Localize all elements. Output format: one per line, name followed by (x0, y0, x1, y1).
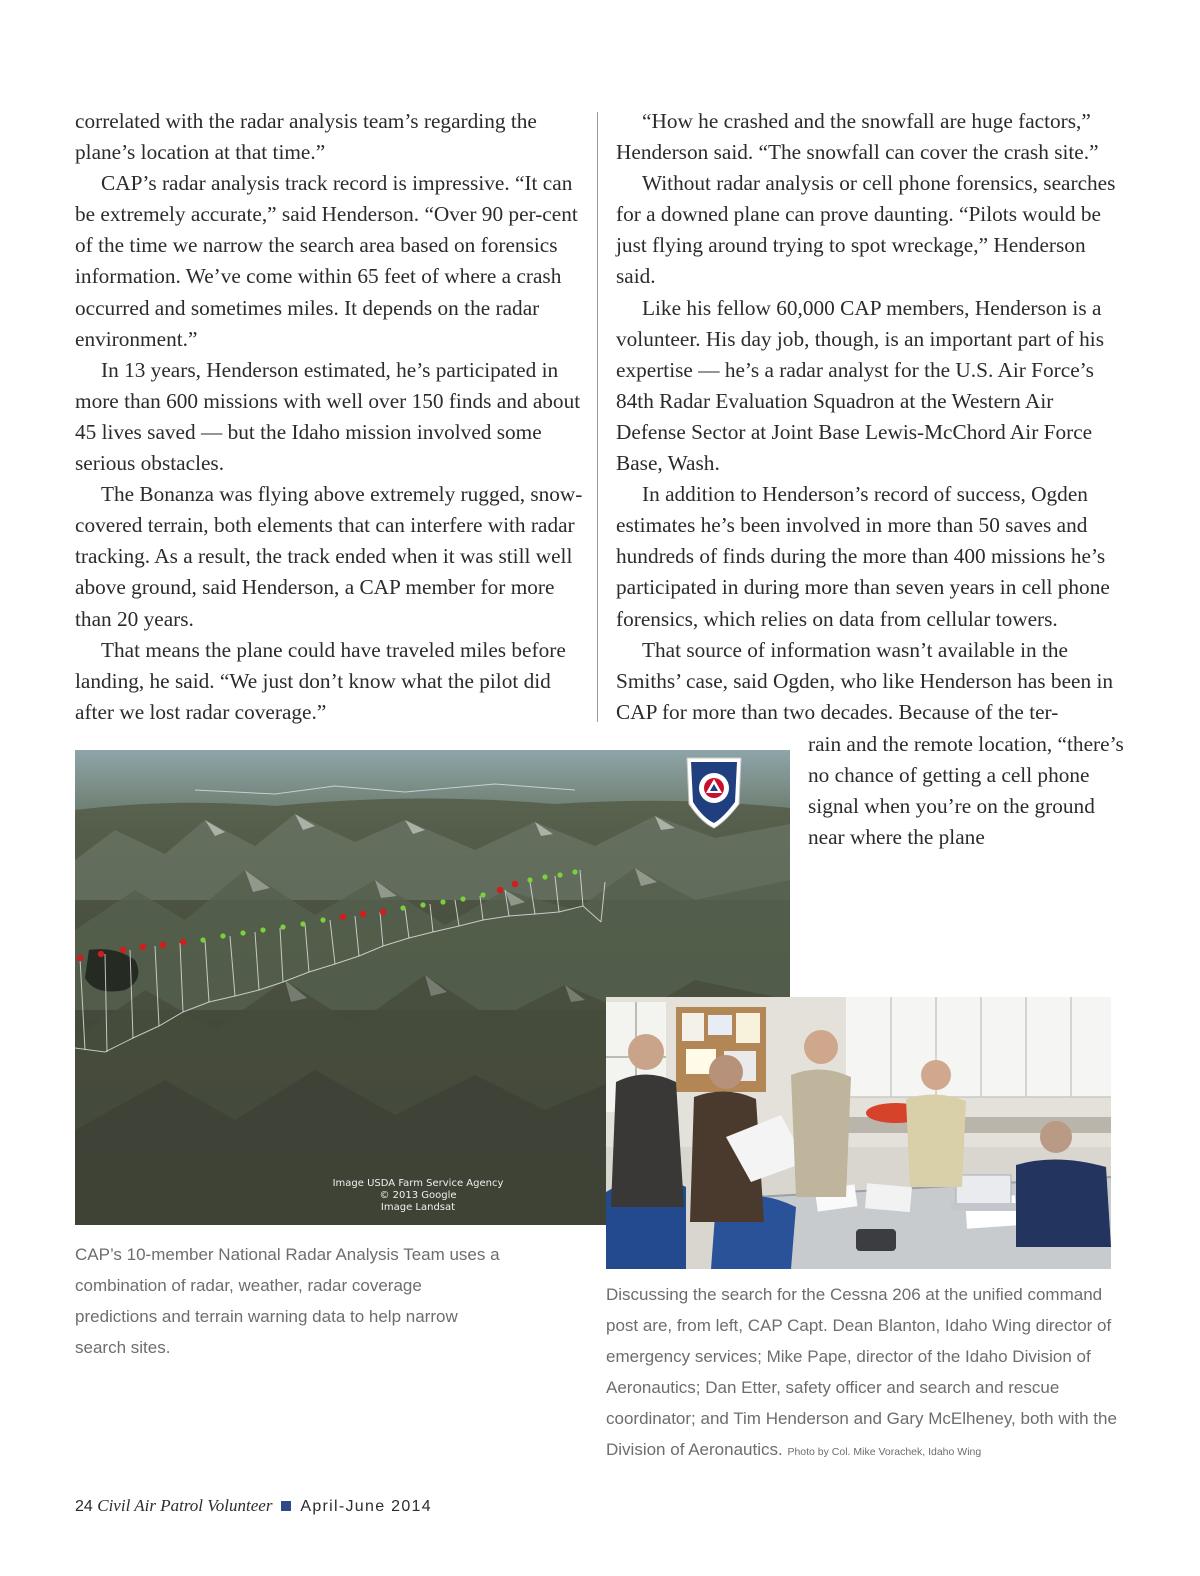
square-bullet-icon (281, 1501, 291, 1511)
article-right-column (616, 106, 1122, 728)
issue-date: April-June 2014 (300, 1498, 432, 1515)
paragraph: In 13 years, Henderson estimated, he’s participated in more than 600 missions with well over 150 finds and about 45 lives saved — but the Idaho mission involved some serious obstacles. (75, 357, 581, 476)
photo-credit: Photo by Col. Mike Vorachek, Idaho Wing (787, 1446, 982, 1458)
image-credit-line: Image USDA Farm Service Agency (332, 1178, 504, 1189)
paragraph: Like his fellow 60,000 CAP members, Henderson is a volunteer. His day job, though, is an important part of his expertise — he’s a radar analyst for the U.S. Air Force’s 84th Radar Evaluation Squadron at the Western Air Defense Sector at Joint Base Lewis-McChord Air Force Base, Wash. (616, 295, 1104, 476)
page-number: 24 (75, 1498, 93, 1515)
column-divider (597, 112, 598, 722)
article-wrap-column (808, 729, 1128, 853)
paragraph: “How he crashed and the snowfall are huge factors,” Henderson said. “The snowfall can cover the crash site.” (616, 109, 1099, 165)
paragraph: That source of information wasn’t available in the Smiths’ case, said Ogden, who like Henderson has been in CAP for more than two decades. Because of the ter- (616, 637, 1114, 724)
command-post-photo (606, 997, 1111, 1269)
terrain-image-caption: CAP’s 10-member National Radar Analysis Team uses a combination of radar, weather, radar coverage predictions and terrain warning data to help narrow search sites. (75, 1245, 500, 1357)
publication-name: Civil Air Patrol Volunteer (97, 1496, 273, 1515)
paragraph: rain and the remote location, “there’s no chance of getting a cell phone signal when you’re on the ground near where the plane (808, 732, 1124, 850)
paragraph: Without radar analysis or cell phone forensics, searches for a downed plane can prove daunting. “Pilots would be just flying around trying to spot wreckage,” Henderson said. (616, 171, 1116, 289)
page-footer (75, 1496, 432, 1516)
photo-caption (606, 1279, 1126, 1468)
paragraph: The Bonanza was flying above extremely rugged, snow-covered terrain, both elements that can interfere with radar tracking. As a result, the track ended when it was still well above ground, said Henderson, a CAP member for more than 20 years. (75, 482, 583, 631)
image-credit-line: Image Landsat (380, 1202, 456, 1213)
paragraph: CAP’s radar analysis track record is impressive. “It can be extremely accurate,” said Henderson. “Over 90 per-cent of the time we narrow the search area based on forensics information. We’ve come within 65 feet of where a crash occurred and sometimes miles. It depends on the radar environment.” (75, 171, 578, 351)
paragraph: correlated with the radar analysis team’s regarding the plane’s location at that time.” (75, 109, 537, 165)
paragraph: That means the plane could have traveled miles before landing, he said. “We just don’t know what the pilot did after we lost radar coverage.” (75, 637, 566, 724)
paragraph: In addition to Henderson’s record of success, Ogden estimates he’s been involved in more than 50 saves and hundreds of finds during the more than 400 missions he’s participated in during more than seven years in cell phone forensics, which relies on data from cellular towers. (616, 482, 1110, 631)
article-left-column (75, 106, 583, 728)
image-credit-line: © 2013 Google (379, 1190, 457, 1201)
photo-caption-text: Discussing the search for the Cessna 206 at the unified command post are, from left, CAP Capt. Dean Blanton, Idaho Wing director of emergency services; Mike Pape, director of the Idaho Division of Aeronautics; Dan Etter, safety officer and search and rescue coordinator; and Tim Henderson and Gary McElheney, both with the Division of Aeronautics. (606, 1285, 1117, 1459)
